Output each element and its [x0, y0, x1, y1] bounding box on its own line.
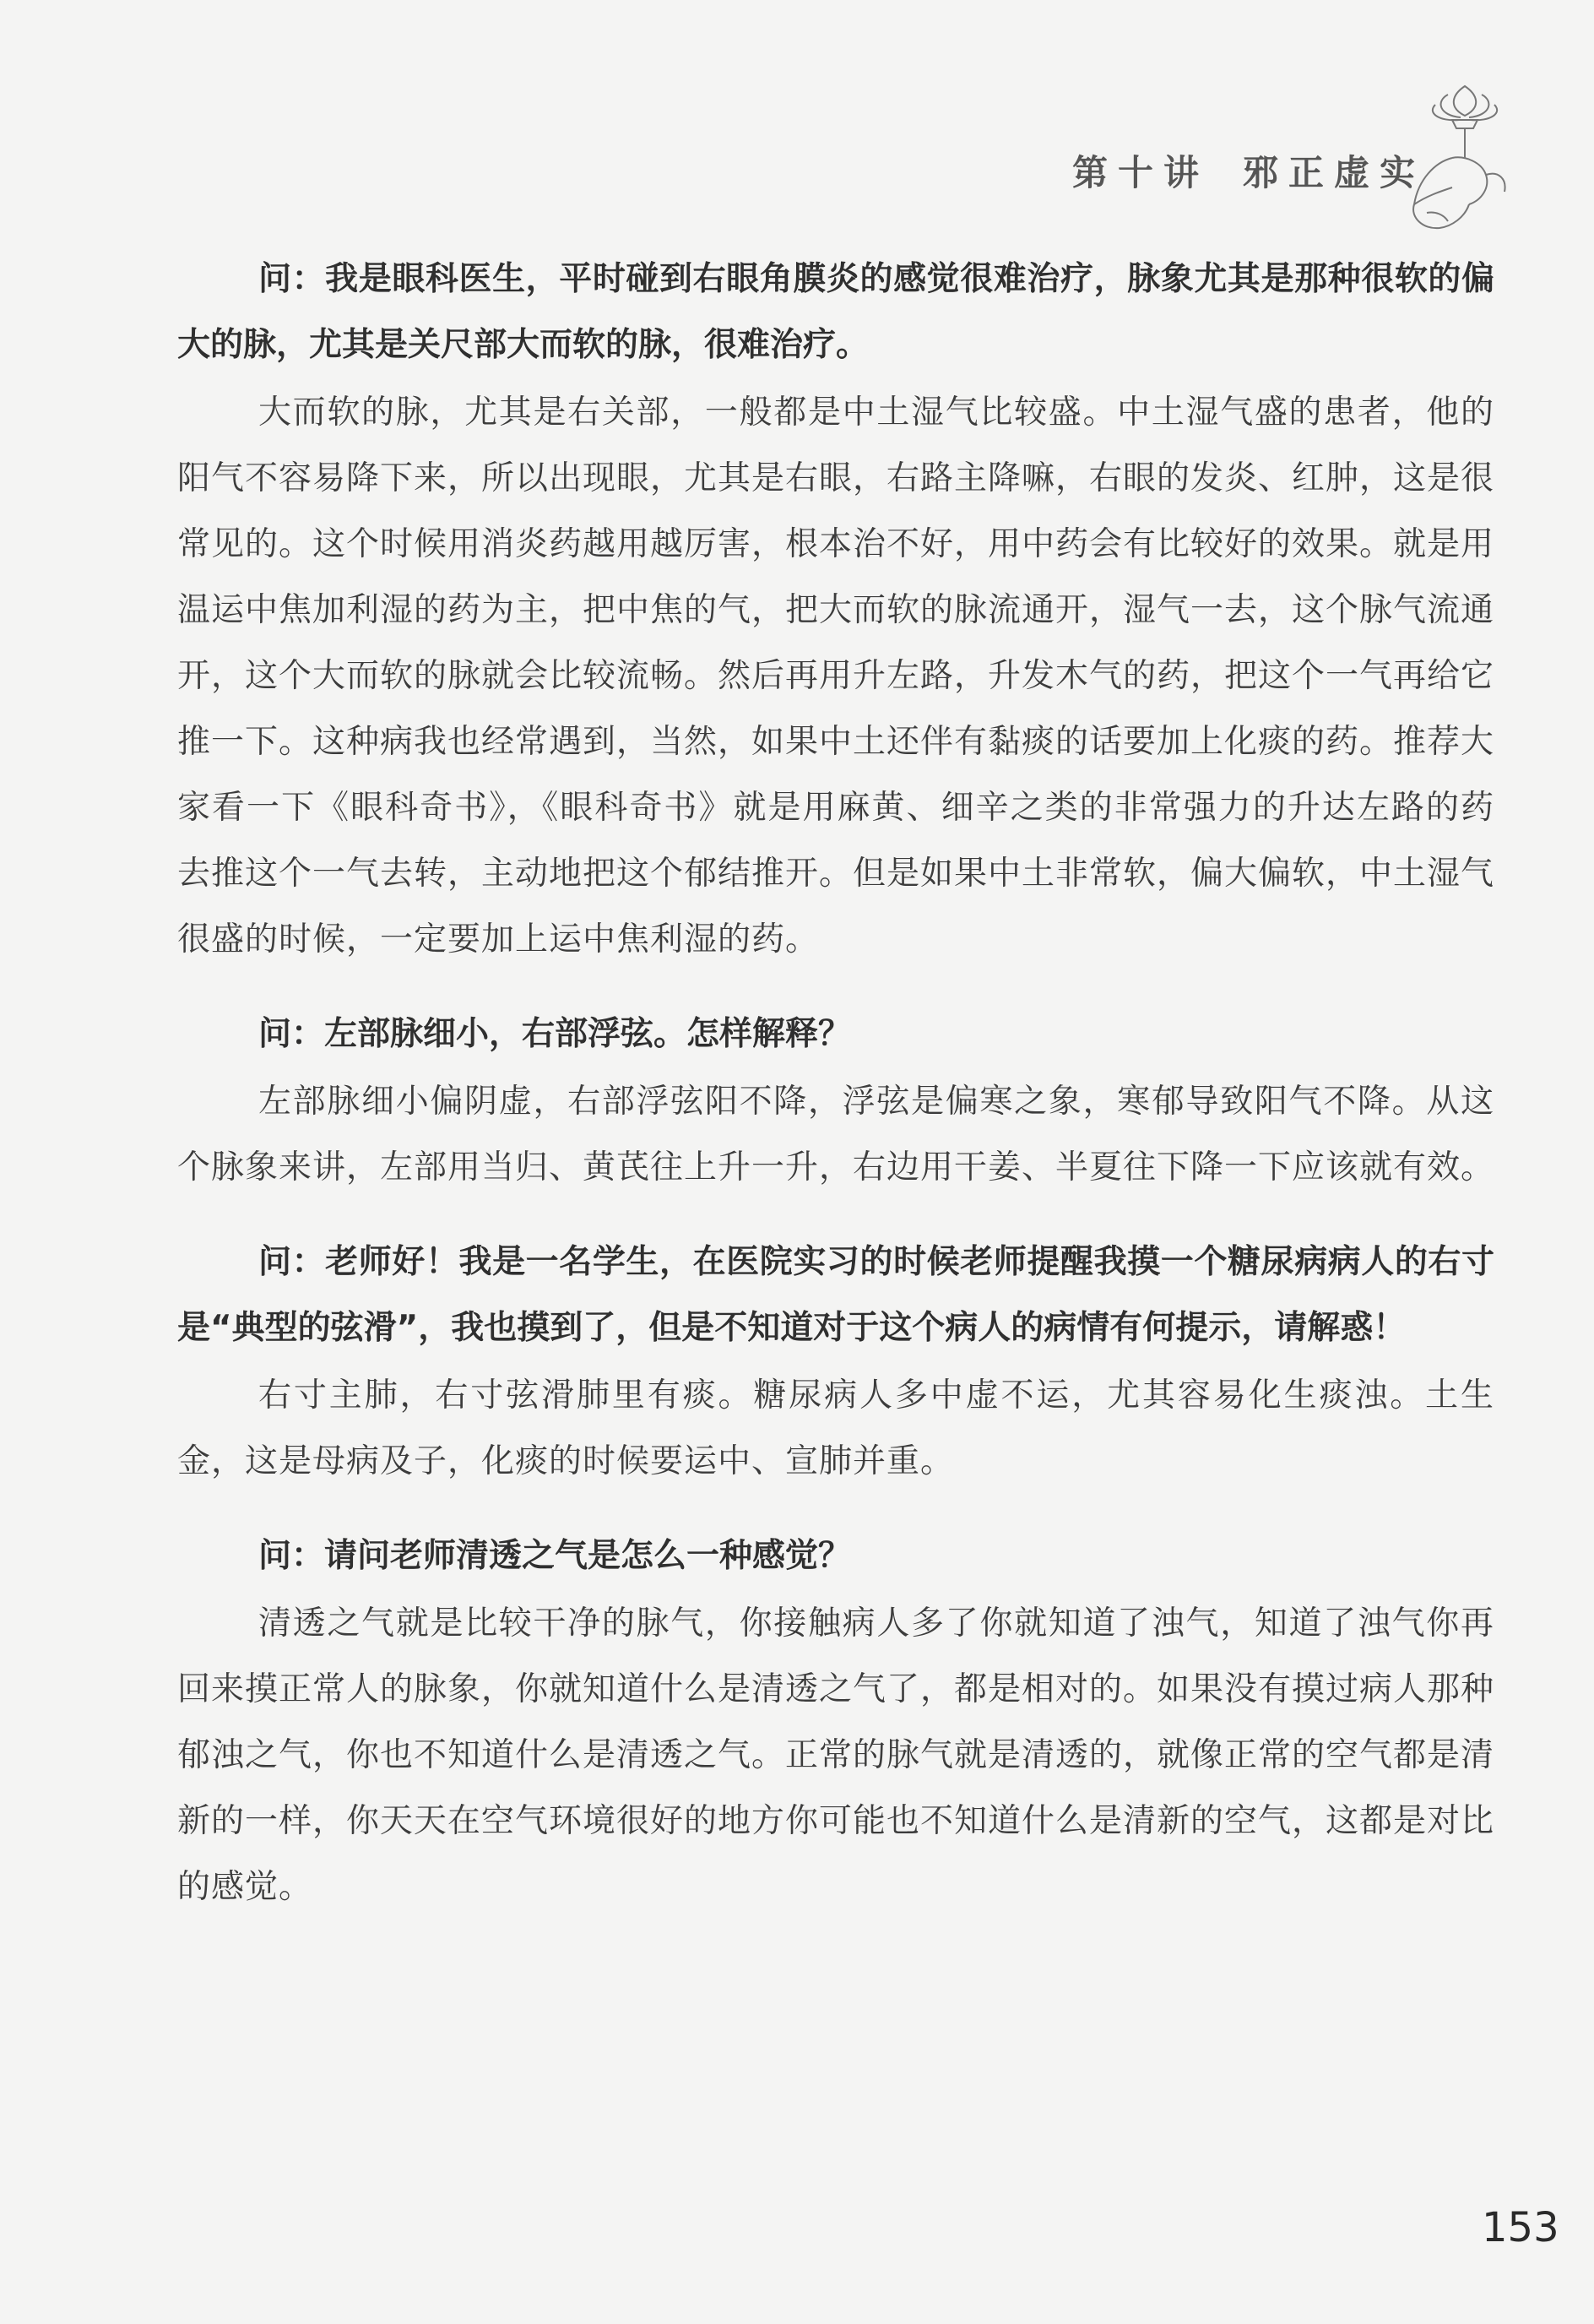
page-number: 153	[1482, 2204, 1559, 2251]
lecture-number: 第十讲	[1072, 152, 1210, 193]
page-body	[177, 247, 1494, 1920]
answer-2: 左部脉细小偏阴虚，右部浮弦阳不降，浮弦是偏寒之象，寒郁导致阳气不降。从这个脉象来讲，左部用当归、黄芪往上升一升，右边用干姜、半夏往下降一下应该就有效。	[177, 1083, 1495, 1186]
answer-3: 右寸主肺，右寸弦滑肺里有痰。糖尿病人多中虚不运，尤其容易化生痰浊。土生金，这是母病及子，化痰的时候要运中、宣肺并重。	[177, 1376, 1494, 1480]
lecture-title: 邪正虚实	[1243, 152, 1426, 193]
question-1: 问：我是眼科医生，平时碰到右眼角膜炎的感觉很难治疗，脉象尤其是那种很软的偏大的脉，尤其是关尺部大而软的脉，很难治疗。	[177, 260, 1494, 364]
answer-1: 大而软的脉，尤其是右关部，一般都是中土湿气比较盛。中土湿气盛的患者，他的阳气不容易降下来，所以出现眼，尤其是右眼，右路主降嘛，右眼的发炎、红肿，这是很常见的。这个时候用消炎药越用越厉害，根本治不好，用中药会有比较好的效果。就是用温运中焦加利湿的药为主，把中焦的气，把大而软的脉流通开，湿气一去，这个脉气流通开，这个大而软的脉就会比较流畅。然后再用升左路，升发木气的药，把这个一气再给它推一下。这种病我也经常遇到，当然，如果中土还伴有黏痰的话要加上化痰的药。推荐大家看一下《眼科奇书》，《眼科奇书》就是用麻黄、细辛之类的非常强力的升达左路的药去推这个一气去转，主动地把这个郁结推开。但是如果中土非常软，偏大偏软，中土湿气很盛的时候，一定要加上运中焦利湿的药。	[177, 394, 1495, 958]
question-4: 问：请问老师清透之气是怎么一种感觉？	[258, 1537, 852, 1575]
question-3: 问：老师好！我是一名学生，在医院实习的时候老师提醒我摸一个糖尿病病人的右寸是“典型的弦滑”，我也摸到了，但是不知道对于这个病人的病情有何提示，请解惑！	[177, 1243, 1494, 1347]
running-header	[1072, 145, 1425, 196]
question-2: 问：左部脉细小，右部浮弦。怎样解释？	[258, 1015, 852, 1053]
lotus-hand-icon	[1402, 78, 1528, 238]
answer-4: 清透之气就是比较干净的脉气，你接触病人多了你就知道了浊气，知道了浊气你再回来摸正常人的脉象，你就知道什么是清透之气了，都是相对的。如果没有摸过病人那种郁浊之气，你也不知道什么是清透之气。正常的脉气就是清透的，就像正常的空气都是清新的一样，你天天在空气环境很好的地方你可能也不知道什么是清新的空气，这都是对比的感觉。	[177, 1605, 1495, 1906]
